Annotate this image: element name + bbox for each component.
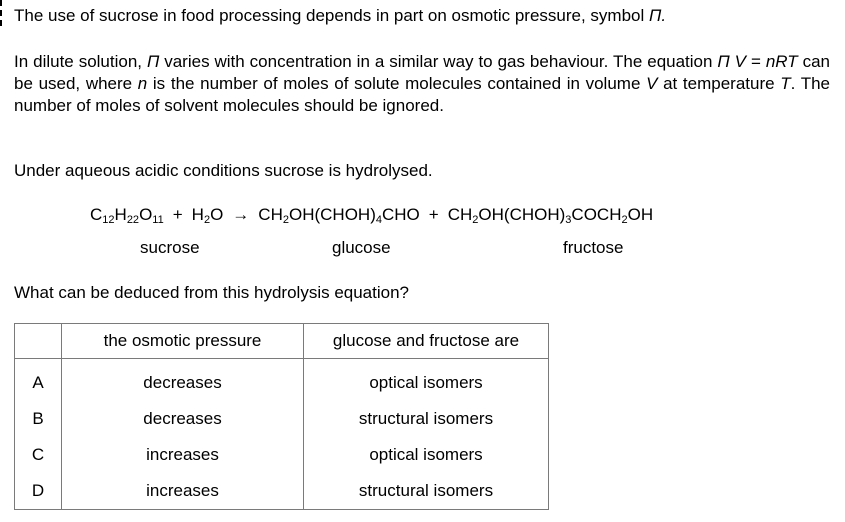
isomers-cell: optical isomers <box>304 359 549 402</box>
reaction-arrow: → <box>232 205 250 224</box>
option-letter[interactable]: A <box>15 359 62 402</box>
plus-sign: + <box>172 205 183 224</box>
paragraph-text: at temperature <box>657 74 781 93</box>
paragraph-text: varies with concentration in a similar way to gas behaviour. The equation <box>159 52 718 71</box>
header-cell-isomers: glucose and fructose are <box>304 324 549 359</box>
hydrolysis-equation <box>90 204 653 226</box>
isomers-cell: structural isomers <box>304 401 549 437</box>
pressure-cell: increases <box>62 437 304 473</box>
header-cell-pressure: the osmotic pressure <box>62 324 304 359</box>
option-letter[interactable]: D <box>15 473 62 510</box>
paragraph-text: In dilute solution, <box>14 52 147 71</box>
paragraph-text: is the number of moles of solute molecules contained in volume <box>147 74 647 93</box>
sucrose-formula: $C_{12}H_{22}O_{11}$ <box>90 205 164 226</box>
fructose-label: fructose <box>563 238 624 257</box>
intro-text: The use of sucrose in food processing depends in part on osmotic pressure, symbol <box>14 6 650 25</box>
table-row[interactable] <box>15 359 549 402</box>
t-symbol: T <box>780 74 791 93</box>
pressure-cell: decreases <box>62 359 304 402</box>
fructose-formula: $CH_2OH(CHOH)_3COCH_2OH$ <box>447 205 654 226</box>
paragraph-text: can be used, where <box>14 52 831 93</box>
condition-line: Under aqueous acidic conditions sucrose is hydrolysed. <box>14 161 433 180</box>
table-row[interactable] <box>15 437 549 473</box>
margin-dash-mark <box>0 0 4 26</box>
option-letter[interactable]: B <box>15 401 62 437</box>
answer-table <box>14 323 549 510</box>
glucose-label: glucose <box>332 238 391 257</box>
table-row[interactable] <box>15 473 549 510</box>
table-header-row <box>15 324 549 359</box>
pi-symbol: Π <box>146 52 160 71</box>
isomers-cell: structural isomers <box>304 473 549 510</box>
paragraph-text: = <box>746 52 766 71</box>
sucrose-label: sucrose <box>140 238 200 257</box>
glucose-formula: $CH_2OH(CHOH)_4CHO$ <box>258 205 420 226</box>
plus-sign: + <box>428 205 439 224</box>
water-formula: $H_2O$ <box>191 205 224 226</box>
nrt-symbol: nRT <box>765 52 798 71</box>
pressure-cell: increases <box>62 473 304 510</box>
n-symbol: n <box>137 74 148 93</box>
isomers-cell: optical isomers <box>304 437 549 473</box>
paragraph-text: . The number of moles of solvent molecules should be ignored. <box>14 74 830 115</box>
question-text: What can be deduced from this hydrolysis equation? <box>14 283 410 302</box>
table-row[interactable] <box>15 401 549 437</box>
pi-symbol: Π. <box>649 6 667 25</box>
v-symbol: V <box>646 74 658 93</box>
header-cell-blank <box>15 324 62 359</box>
intro-line <box>14 5 666 27</box>
option-letter[interactable]: C <box>15 437 62 473</box>
pi-v-symbol: Π V <box>717 52 747 71</box>
pressure-cell: decreases <box>62 401 304 437</box>
osmotic-paragraph <box>14 51 830 117</box>
